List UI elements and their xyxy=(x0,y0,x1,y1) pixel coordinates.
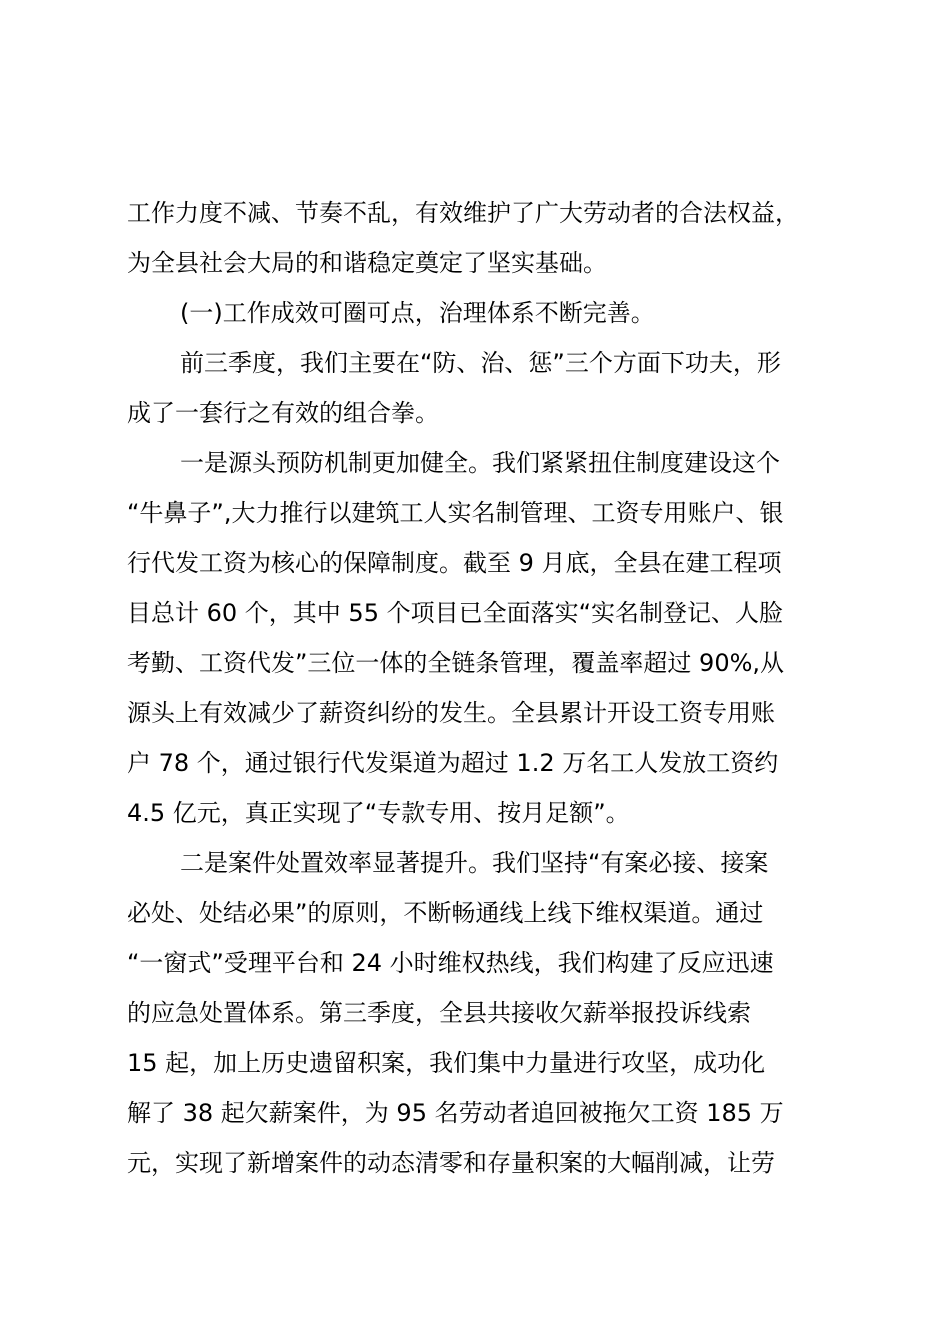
text-line: 目总计 60 个，其中 55 个项目已全面落实“实名制登记、人脸 xyxy=(127,599,784,627)
text-line: 15 起，加上历史遗留积案，我们集中力量进行攻坚，成功化 xyxy=(127,1049,766,1077)
text-line: “牛鼻子”,大力推行以建筑工人实名制管理、工资专用账户、银 xyxy=(127,499,784,527)
section-heading: (一)工作成效可圈可点，治理体系不断完善。 xyxy=(180,299,655,327)
text-line: 一是源头预防机制更加健全。我们紧紧扭住制度建设这个 xyxy=(180,449,780,477)
text-line: 行代发工资为核心的保障制度。截至 9 月底，全县在建工程项 xyxy=(127,549,782,577)
text-line: 元，实现了新增案件的动态清零和存量积案的大幅削减，让劳 xyxy=(127,1149,775,1177)
text-line: 为全县社会大局的和谐稳定奠定了坚实基础。 xyxy=(127,249,607,277)
text-line: 户 78 个，通过银行代发渠道为超过 1.2 万名工人发放工资约 xyxy=(127,749,779,777)
text-line: 工作力度不减、节奏不乱，有效维护了广大劳动者的合法权益， xyxy=(127,199,799,227)
text-line: 成了一套行之有效的组合拳。 xyxy=(127,399,439,427)
text-line: 必处、处结必果”的原则，不断畅通线上线下维权渠道。通过 xyxy=(127,899,764,927)
text-line: 考勤、工资代发”三位一体的全链条管理，覆盖率超过 90%,从 xyxy=(127,649,785,677)
text-line: 前三季度，我们主要在“防、治、惩”三个方面下功夫，形 xyxy=(180,349,781,377)
text-line: 的应急处置体系。第三季度，全县共接收欠薪举报投诉线索 xyxy=(127,999,751,1027)
text-line: “一窗式”受理平台和 24 小时维权热线，我们构建了反应迅速 xyxy=(127,949,774,977)
text-line: 4.5 亿元，真正实现了“专款专用、按月足额”。 xyxy=(127,799,630,827)
text-line: 二是案件处置效率显著提升。我们坚持“有案必接、接案 xyxy=(180,849,769,877)
text-line: 源头上有效减少了薪资纠纷的发生。全县累计开设工资专用账 xyxy=(127,699,775,727)
text-line: 解了 38 起欠薪案件，为 95 名劳动者追回被拖欠工资 185 万 xyxy=(127,1099,784,1127)
